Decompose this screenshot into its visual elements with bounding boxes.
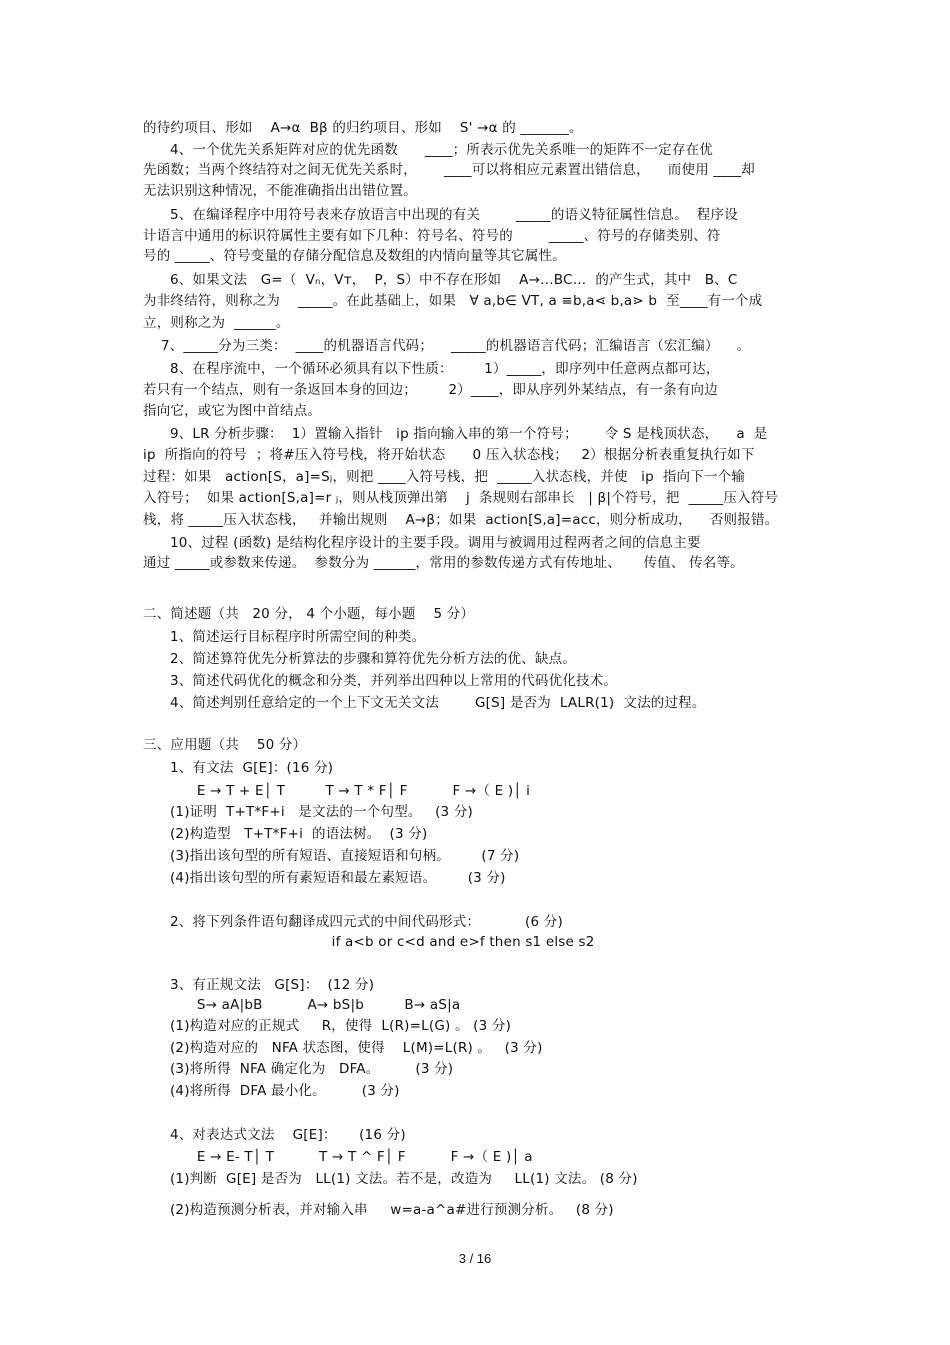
- text-line: (2)构造预测分析表，并对输入串 w=a-a^a#进行预测分析。 (8 分): [143, 1202, 614, 1218]
- text-line: 4、一个优先关系矩阵对应的优先函数 ____；所表示优先关系唯一的矩阵不一定存在优: [143, 142, 713, 158]
- page-number: 3 / 16: [458, 1251, 492, 1266]
- text-line: 1、简述运行目标程序时所需空间的种类。: [143, 629, 426, 645]
- text-line: 5、在编译程序中用符号表来存放语言中出现的有关 _____的语义特征属性信息。 程序设: [143, 207, 738, 223]
- section-heading: 三、应用题（共 50 分）: [143, 737, 307, 753]
- text-line: (1)构造对应的正规式 R，使得 L(R)=L(G) 。 (3 分): [143, 1018, 512, 1034]
- text-line: 4、对表达式文法 G[E]： (16 分): [143, 1127, 406, 1143]
- text-line: (4)指出该句型的所有素短语和最左素短语。 (3 分): [143, 870, 506, 886]
- text-line: (2)构造型 T+T*F+i 的语法树。 (3 分): [143, 826, 428, 842]
- text-line: 若只有一个结点，则有一条返回本身的回边； 2）____，即从序列外某结点，有一条有向边: [143, 382, 718, 398]
- text-line: 3、简述代码优化的概念和分类，并列举出四种以上常用的代码优化技术。: [143, 673, 618, 689]
- text-line: (1)判断 G[E] 是否为 LL(1) 文法。若不是，改造为 LL(1) 文法。 (8 分): [143, 1171, 638, 1187]
- text-line: 先函数；当两个终结符对之间无优先关系时， ____可以将相应元素置出错信息， 而使用 ____却: [143, 162, 755, 178]
- text-line: 10、过程 (函数) 是结构化程序设计的主要手段。调用与被调用过程两者之间的信息主要: [143, 535, 701, 551]
- text-line: 6、如果文法 G=（ Vₙ，Vᴛ， P，S）中不存在形如 A→…BC… 的产生式，其中 B、C: [143, 272, 738, 288]
- text-line: 号的 _____、符号变量的存储分配信息及数组的内情向量等其它属性。: [143, 248, 566, 264]
- text-line: (3)指出该句型的所有短语、直接短语和句柄。 (7 分): [143, 848, 520, 864]
- text-line: if a<b or c<d and e>f then s1 else s2: [143, 934, 595, 950]
- text-line: 2、简述算符优先分析算法的步骤和算符优先分析方法的优、缺点。: [143, 651, 577, 667]
- text-line: 1、有文法 G[E]：(16 分): [143, 760, 334, 776]
- text-line: 7、_____分为三类： ____的机器语言代码； _____的机器语言代码；汇编语言（宏汇编） 。: [143, 338, 751, 354]
- text-line: 入符号； 如果 action[S,a]=r ⱼ，则从栈顶弹出第 j 条规则右部串长 | β|个符号，把 _____压入符号: [143, 490, 779, 506]
- text-line: 4、简述判别任意给定的一个上下文无关文法 G[S] 是否为 LALR(1) 文法的过程。: [143, 695, 706, 711]
- text-line: S→ aA|bB A→ bS|b B→ aS|a: [143, 997, 461, 1013]
- text-line: 3、有正规文法 G[S]： (12 分): [143, 977, 375, 993]
- text-line: 无法识别这种情况，不能准确指出出错位置。: [143, 183, 417, 199]
- text-line: (3)将所得 NFA 确定化为 DFA。 (3 分): [143, 1061, 454, 1077]
- text-line: 通过 _____或参数来传递。 参数分为 ______，常用的参数传递方式有传地址、 传值、 传名等。: [143, 555, 744, 571]
- text-line: E → E- T│ T T → T ^ F│ F F →（ E )│ a: [143, 1149, 533, 1165]
- text-line: (4)将所得 DFA 最小化。 (3 分): [143, 1083, 400, 1099]
- text-line: (1)证明 T+T*F+i 是文法的一个句型。 (3 分): [143, 804, 473, 820]
- text-line: 2、将下列条件语句翻译成四元式的中间代码形式： (6 分): [143, 914, 563, 930]
- text-line: 指向它，或它为图中首结点。: [143, 403, 322, 419]
- text-line: E → T + E│ T T → T * F│ F F →（ E )│ i: [143, 783, 531, 799]
- text-line: 立，则称之为 ______。: [143, 315, 290, 331]
- text-line: 9、LR 分析步骤： 1）置输入指针 ip 指向输入串的第一个符号； 令 S 是栈顶状态， a 是: [143, 426, 768, 442]
- section-heading: 二、简述题（共 20 分， 4 个小题，每小题 5 分）: [143, 606, 475, 622]
- text-line: ip 所指向的符号 ；将#压入符号栈，将开始状态 0 压入状态栈； 2）根据分析表重复执行如下: [143, 447, 755, 463]
- text-line: 过程：如果 action[S，a]=Sⱼ，则把 ____入符号栈，把 _____入状态栈，并使 ip 指向下一个输: [143, 469, 746, 485]
- text-line: 8、在程序流中，一个循环必须具有以下性质： 1）_____，即序列中任意两点都可达，: [143, 361, 720, 377]
- text-line: 为非终结符，则称之为 _____。在此基础上，如果 ∀ a,b∈ VT, a ≡b,a⋖ b,a⋗ b 至____有一个成: [143, 293, 763, 309]
- text-line: 计语言中通用的标识符属性主要有如下几种：符号名、符号的 _____、符号的存储类别、符: [143, 228, 721, 244]
- text-line: (2)构造对应的 NFA 状态图，使得 L(M)=L(R) 。 (3 分): [143, 1040, 543, 1056]
- text-line: 栈，将 _____压入状态栈， 并输出规则 A→β；如果 action[S,a]=acc，则分析成功， 否则报错。: [143, 512, 779, 528]
- text-line: 的待约项目、形如 A→α Bβ 的归约项目、形如 S' →α 的 _______。: [143, 120, 583, 136]
